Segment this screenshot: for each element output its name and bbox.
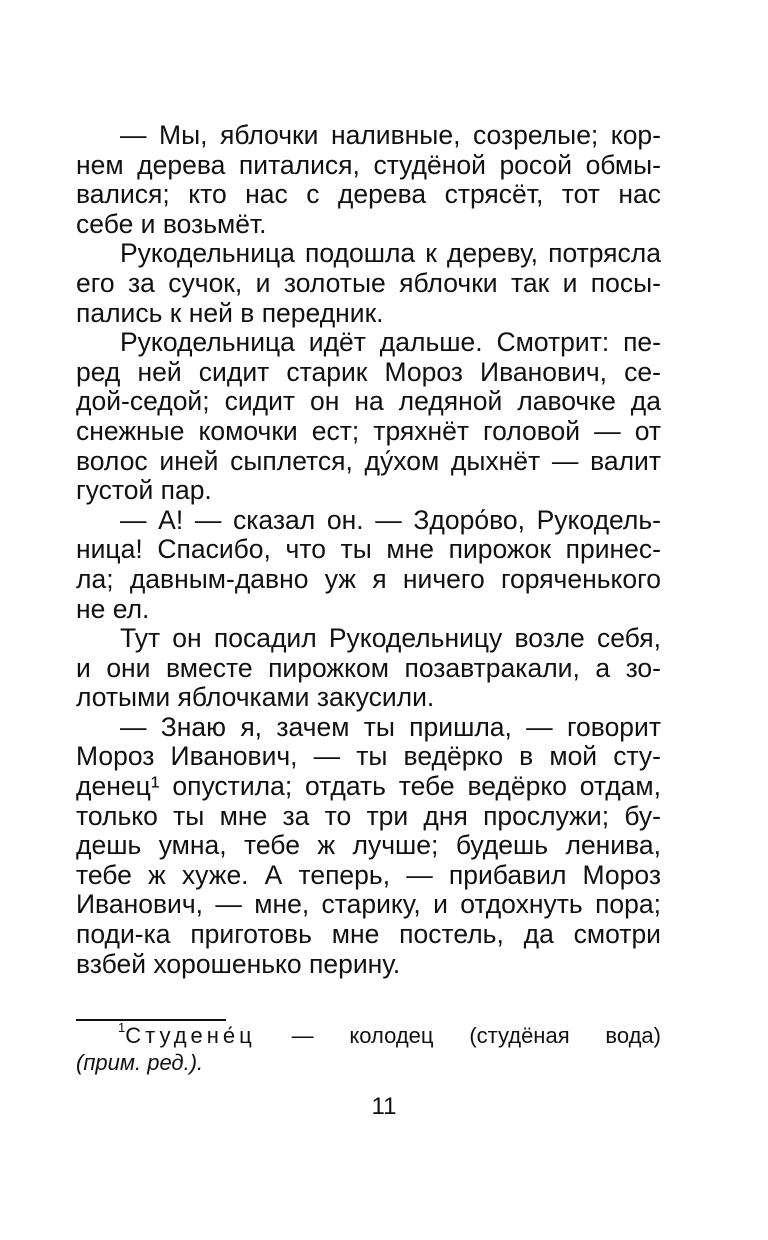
text-line: — Знаю я, зачем ты пришла, — говорит	[120, 711, 661, 742]
footnote	[76, 1022, 661, 1076]
text-line: ла; давным-давно уж я ничего горяченького	[76, 563, 661, 594]
text-line: тебе ж хуже. А теперь, — прибавил Мороз	[76, 859, 661, 890]
text-line: — Мы, яблочки наливные, созрелые; кор-	[120, 120, 661, 150]
text-line: — А! — сказал он. — Здоро́во, Рукодель-	[120, 504, 661, 535]
text-line: Иванович, — мне, старику, и отдохнуть пора;	[76, 889, 661, 920]
footnote-line	[76, 1022, 661, 1049]
text-line: себе и возьмёт.	[76, 208, 267, 239]
text-line: нем дерева питалися, студёной росой обмы-	[76, 149, 661, 180]
text-line: волос иней сыплется, ду́хом дыхнёт — валит	[76, 445, 661, 476]
text-line: Тут он посадил Рукодельницу возле себя,	[120, 623, 661, 654]
text-line: валися; кто нас с дерева стрясёт, тот нас	[76, 179, 661, 210]
text-line: густой пар.	[76, 475, 212, 506]
text-line: только ты мне за то три дня прослужи; бу-	[76, 800, 661, 831]
text-line: денец¹ опустила; отдать тебе ведёрко отдам,	[76, 771, 661, 802]
text-line: пались к ней в передник.	[76, 297, 384, 328]
footnote-divider	[76, 1019, 226, 1021]
text-line: и они вместе пирожком позавтракали, а зо-	[76, 652, 661, 683]
text-line: ница! Спасибо, что ты мне пирожок принес-	[76, 534, 661, 565]
footnote-term: Студене́ц	[125, 1023, 256, 1048]
footnote-definition: — колодец (студёная вода)	[255, 1023, 661, 1048]
page-number: 11	[371, 1093, 397, 1120]
text-line: не ел.	[76, 593, 150, 624]
text-line: его за сучок, и золотые яблочки так и посы-	[76, 267, 661, 298]
text-line: лотыми яблочками закусили.	[76, 682, 435, 713]
body-text	[76, 121, 661, 979]
footnote-editor-note: (прим. ред.).	[76, 1050, 204, 1075]
footnote-marker: 1	[118, 1020, 126, 1035]
text-line: Рукодельница идёт дальше. Смотрит: пе-	[120, 327, 661, 358]
text-line: дешь умна, тебе ж лучше; будешь ленива,	[76, 830, 661, 861]
text-line: снежные комочки ест; тряхнёт головой — от	[76, 415, 661, 446]
text-line: дой-седой; сидит он на ледяной лавочке да	[76, 386, 661, 417]
text-line: ред ней сидит старик Мороз Иванович, се-	[76, 356, 661, 387]
text-line: взбей хорошенько перину.	[76, 948, 401, 979]
text-line: Мороз Иванович, — ты ведёрко в мой сту-	[76, 741, 661, 772]
text-line: Рукодельница подошла к дереву, потрясла	[120, 238, 661, 269]
text-line: поди-ка приготовь мне постель, да смотри	[76, 919, 661, 950]
